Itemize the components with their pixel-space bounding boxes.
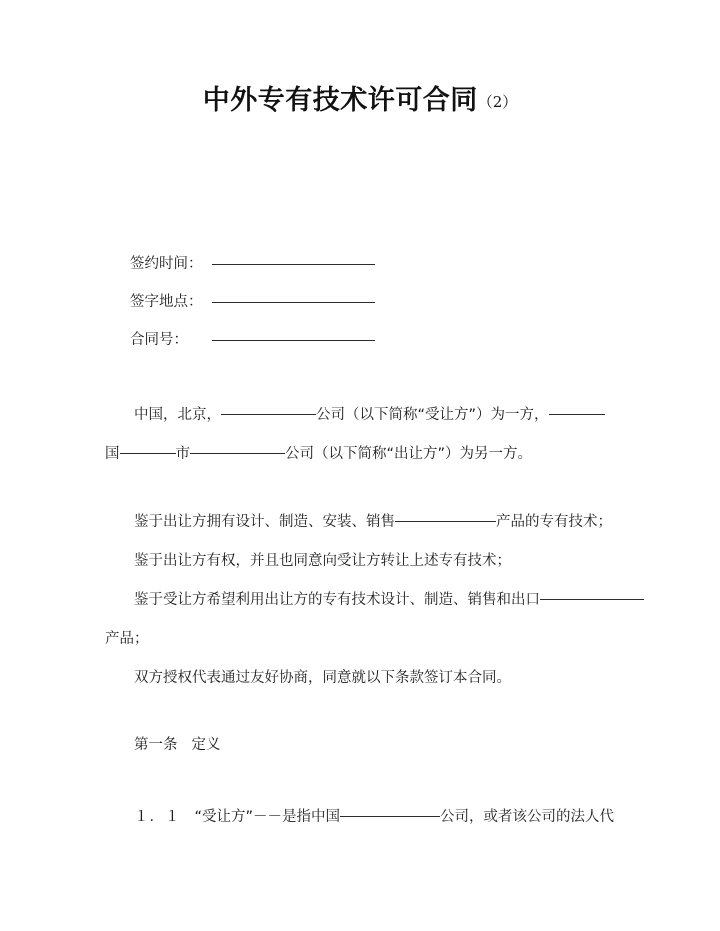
clause-1-1-number: １．１	[134, 809, 181, 825]
parties-line-1	[105, 396, 617, 435]
recital-line-4	[105, 659, 617, 698]
field-label-signing-time: 签约时间：	[130, 256, 203, 272]
article-one-number: 第一条	[134, 737, 178, 753]
parties-blank-country[interactable]	[549, 413, 605, 415]
article-one-heading	[105, 726, 221, 765]
parties-line-2	[105, 435, 617, 474]
field-row-signing-place	[105, 290, 605, 328]
contract-header-fields	[105, 252, 605, 366]
article-one-name: 定义	[191, 737, 221, 753]
field-row-contract-number	[105, 328, 605, 366]
title-main-text: 中外专有技术许可合同	[202, 85, 478, 116]
title-suffix-text: （2）	[477, 93, 518, 111]
recital-text-1b: 产品的专有技术；	[496, 514, 612, 530]
clause-1-1-blank-company[interactable]	[340, 815, 440, 817]
recital-blank-product-2[interactable]	[540, 598, 644, 600]
recital-text-3a: 鉴于受让方希望利用出让方的专有技术设计、制造、销售和出口	[134, 592, 540, 608]
field-row-signing-time	[105, 252, 605, 290]
parties-blank-transferee-company[interactable]	[221, 413, 316, 415]
parties-text-1b: 公司（以下简称“受让方”）为一方，	[316, 407, 549, 423]
recital-line-3	[105, 581, 617, 620]
clause-1-1-text-a: “受让方”－－是指中国	[194, 809, 341, 825]
field-label-signing-place: 签字地点：	[130, 294, 203, 310]
field-blank-contract-number[interactable]	[212, 339, 375, 341]
parties-blank-city[interactable]	[120, 452, 176, 454]
recital-line-3-continued	[105, 620, 617, 659]
recital-text-3b: 产品；	[105, 631, 149, 647]
parties-text-2b: 市	[175, 446, 190, 462]
recital-text-2: 鉴于出让方有权，并且也同意向受让方转让上述专有技术；	[134, 553, 511, 569]
recital-text-4: 双方授权代表通过友好协商，同意就以下条款签订本合同。	[134, 670, 511, 686]
recitals-block	[105, 503, 617, 698]
field-blank-signing-place[interactable]	[212, 301, 375, 303]
parties-blank-licensor-company[interactable]	[190, 452, 285, 454]
parties-text-2a: 国	[105, 446, 120, 462]
field-blank-signing-time[interactable]	[212, 263, 375, 265]
clause-1-1	[105, 798, 617, 837]
recital-line-1	[105, 503, 617, 542]
parties-paragraph	[105, 396, 617, 474]
clause-1-1-line	[105, 798, 617, 837]
parties-text-2c: 公司（以下简称“出让方”）为另一方。	[285, 446, 533, 462]
clause-1-1-text-b: 公司，或者该公司的法人代	[440, 809, 615, 825]
recital-blank-product-1[interactable]	[395, 520, 496, 522]
page-title	[0, 78, 720, 117]
recital-text-1a: 鉴于出让方拥有设计、制造、安装、销售	[134, 514, 395, 530]
field-label-contract-number: 合同号：	[130, 332, 188, 348]
parties-text-1a: 中国，北京，	[134, 407, 221, 423]
recital-line-2	[105, 542, 617, 581]
